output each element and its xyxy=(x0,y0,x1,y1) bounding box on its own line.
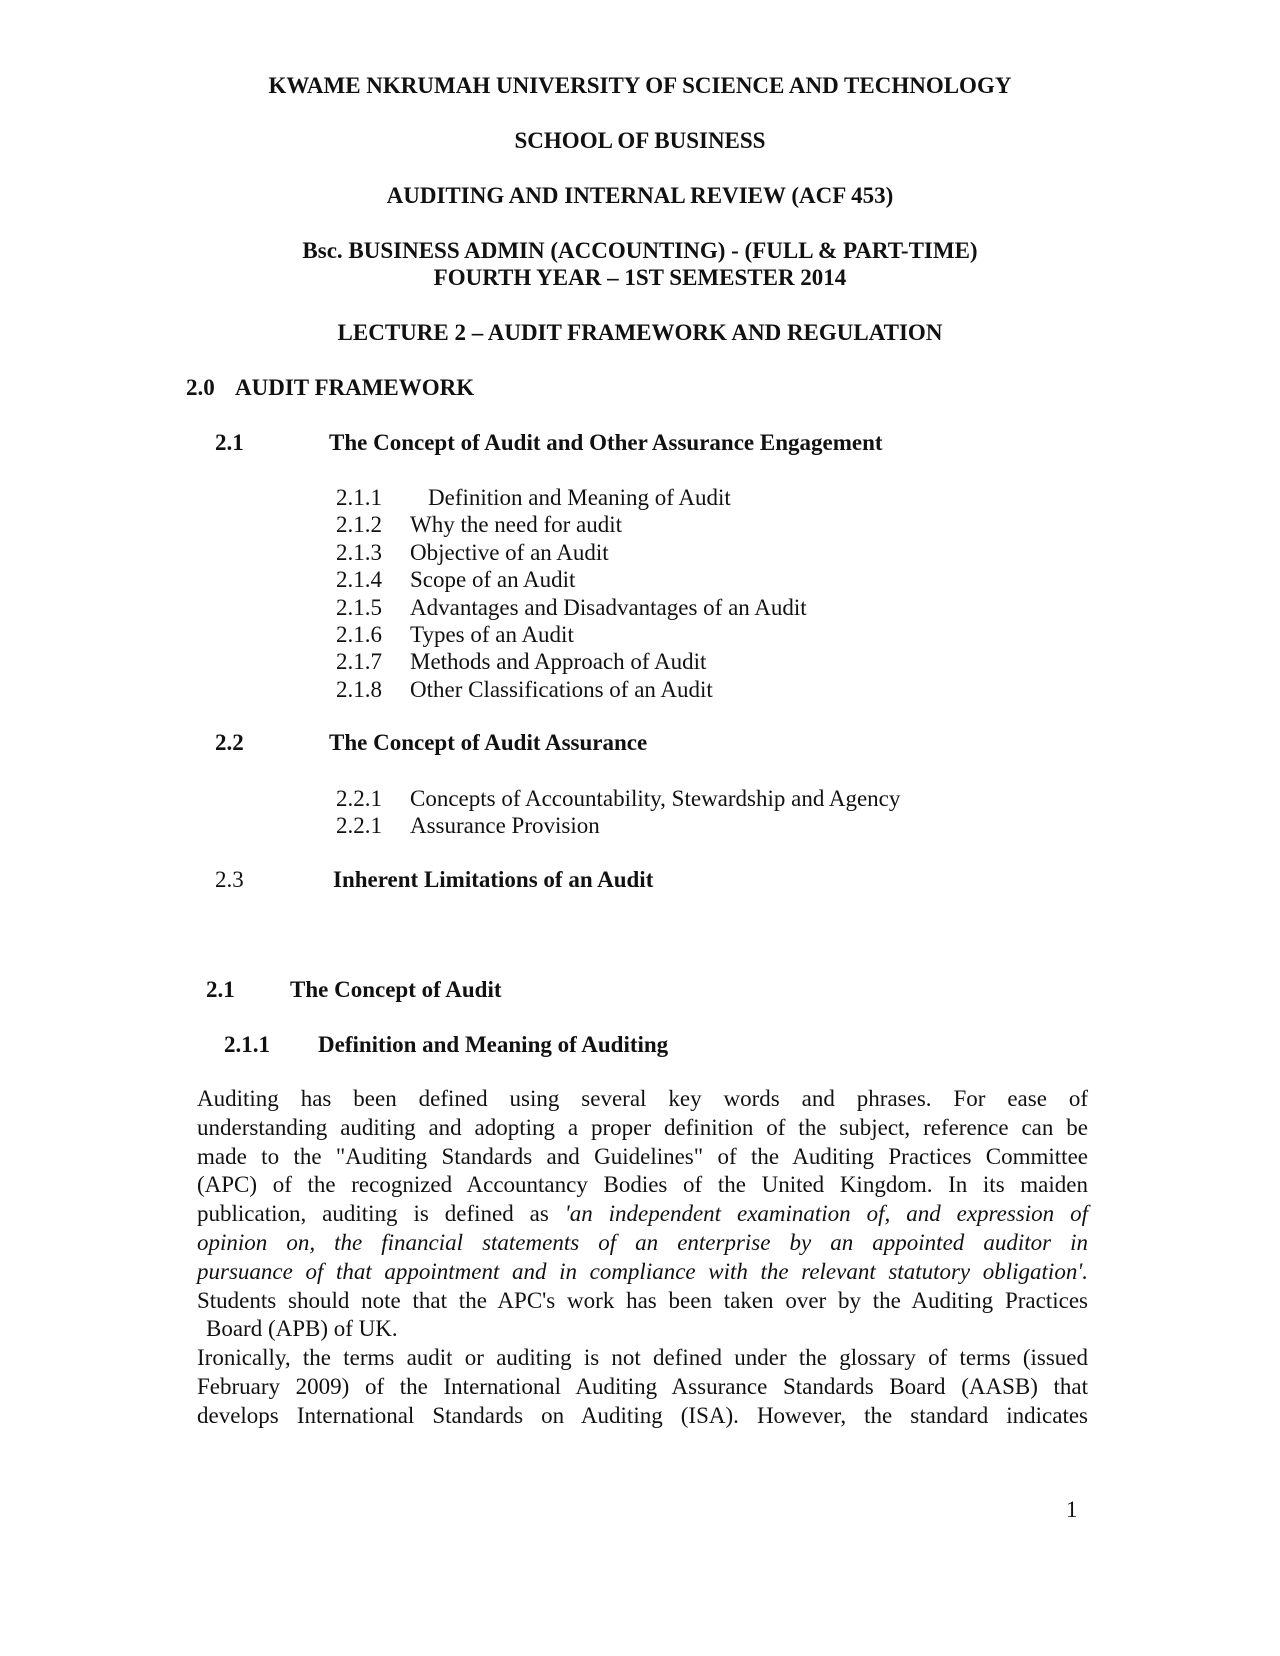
body-subsection-number: 2.1.1 xyxy=(224,1032,270,1057)
paragraph-text: publication, auditing is defined as xyxy=(197,1201,565,1227)
outline-item-title: Why the need for audit xyxy=(410,512,623,537)
paragraph-line: understanding auditing and adopting a proper definition of the subject, reference can be xyxy=(197,1114,1088,1140)
outline-section-title: The Concept of Audit Assurance xyxy=(329,730,648,755)
outline-item-number: 2.2.1 xyxy=(336,786,382,811)
outline-section-title: Inherent Limitations of an Audit xyxy=(333,867,654,892)
programme-title: Bsc. BUSINESS ADMIN (ACCOUNTING) - (FULL & PART-TIME) xyxy=(302,238,978,263)
outline-item-number: 2.1.8 xyxy=(336,677,382,702)
outline-item-number: 2.1.2 xyxy=(336,512,382,537)
outline-item-title: Methods and Approach of Audit xyxy=(410,649,707,674)
paragraph-line: develops International Standards on Auditing (ISA). However, the standard indicates xyxy=(197,1402,1088,1428)
paragraph-line: Ironically, the terms audit or auditing is not defined under the glossary of terms (issued xyxy=(197,1345,1088,1371)
outline-item-number: 2.1.1 xyxy=(336,485,382,510)
paragraph-line: Auditing has been defined using several key words and phrases. For ease of xyxy=(197,1086,1088,1111)
year-title: FOURTH YEAR – 1ST SEMESTER 2014 xyxy=(433,265,847,290)
outline-item-title: Concepts of Accountability, Stewardship and Agency xyxy=(410,786,901,811)
outline-item-title: Types of an Audit xyxy=(410,622,574,647)
outline-item-number: 2.1.5 xyxy=(336,595,382,620)
outline-item-title: Scope of an Audit xyxy=(410,567,576,592)
paragraph-line: Students should note that the APC's work has been taken over by the Auditing Practices xyxy=(197,1287,1088,1313)
outline-item-number: 2.2.1 xyxy=(336,813,382,838)
outline-item-title: Objective of an Audit xyxy=(410,540,609,565)
outline-section-number: 2.1 xyxy=(215,430,244,455)
paragraph-quote: 'an independent examination of, and expression of xyxy=(564,1201,1088,1227)
outline-item-number: 2.1.6 xyxy=(336,622,382,647)
outline-item-title: Assurance Provision xyxy=(410,813,600,838)
outline-item-title: Advantages and Disadvantages of an Audit xyxy=(410,595,807,620)
outline-heading-title: AUDIT FRAMEWORK xyxy=(235,375,475,400)
lecture-title: LECTURE 2 – AUDIT FRAMEWORK AND REGULATION xyxy=(337,320,943,345)
outline-section-number: 2.3 xyxy=(215,867,244,892)
page-number: 1 xyxy=(1066,1497,1078,1522)
paragraph-line: February 2009) of the International Auditing Assurance Standards Board (AASB) that xyxy=(197,1373,1088,1399)
body-paragraph xyxy=(197,1085,1088,1431)
outline-item-title: Definition and Meaning of Audit xyxy=(428,485,731,510)
outline-section-number: 2.2 xyxy=(215,730,244,755)
paragraph-line: (APC) of the recognized Accountancy Bodies of the United Kingdom. In its maiden xyxy=(197,1172,1088,1198)
outline-item-title: Other Classifications of an Audit xyxy=(410,677,713,702)
school-title: SCHOOL OF BUSINESS xyxy=(514,128,766,153)
university-title: KWAME NKRUMAH UNIVERSITY OF SCIENCE AND TECHNOLOGY xyxy=(268,73,1012,98)
body-section-title: The Concept of Audit xyxy=(290,977,502,1002)
body-section-number: 2.1 xyxy=(206,977,235,1002)
paragraph-line: made to the "Auditing Standards and Guidelines" of the Auditing Practices Committee xyxy=(197,1143,1088,1169)
outline-section-title: The Concept of Audit and Other Assurance Engagement xyxy=(329,430,883,455)
outline-heading-number: 2.0 xyxy=(186,375,215,400)
outline-item-number: 2.1.3 xyxy=(336,540,382,565)
paragraph-line: Board (APB) of UK. xyxy=(206,1316,398,1342)
paragraph-line xyxy=(197,1229,1088,1258)
paragraph-line xyxy=(197,1200,1088,1229)
course-title: AUDITING AND INTERNAL REVIEW (ACF 453) xyxy=(386,183,894,208)
paragraph-line xyxy=(197,1258,1088,1287)
outline-item-number: 2.1.4 xyxy=(336,567,382,592)
outline-item-number: 2.1.7 xyxy=(336,649,382,674)
paragraph-quote: opinion on, the financial statements of an enterprise by an appointed auditor in xyxy=(197,1229,1088,1255)
paragraph-quote: pursuance of that appointment and in compliance with the relevant statutory obligation'. xyxy=(197,1258,1088,1284)
body-subsection-title: Definition and Meaning of Auditing xyxy=(318,1032,669,1057)
